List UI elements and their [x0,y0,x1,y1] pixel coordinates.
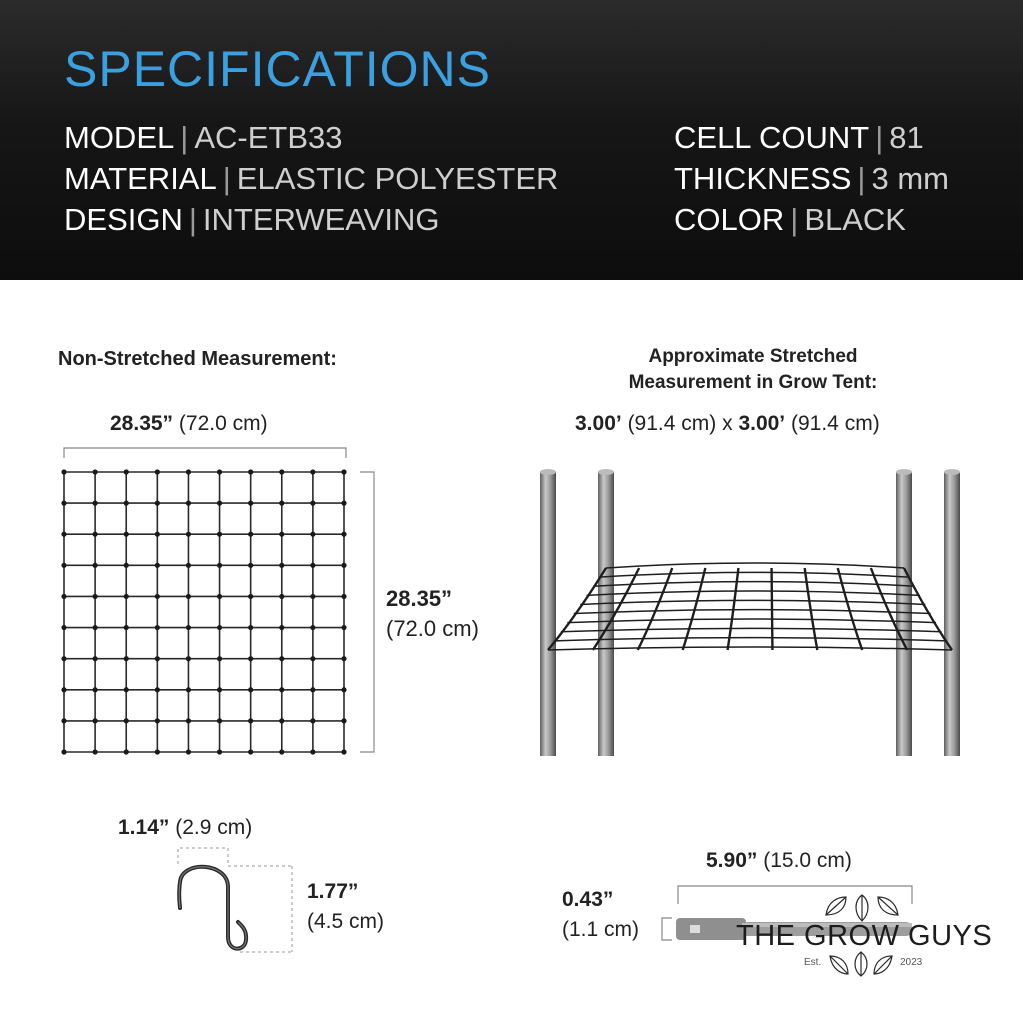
net-knot [341,718,346,723]
net-knot [310,625,315,630]
net-knot [217,749,222,754]
s-hook-illustration [170,842,300,962]
net-knot [186,594,191,599]
stretched-net-strand [561,628,941,631]
hook-width-cm: (2.9 cm) [175,816,253,839]
net-knot [248,563,253,568]
stretched-net-strand [580,600,925,604]
stretched-dim-a-cm: (91.4 cm) [627,412,717,435]
net-knot [217,532,222,537]
net-knot [279,469,284,474]
tent-pole [598,472,614,756]
net-knot [124,625,129,630]
net-knot [310,469,315,474]
non-stretched-title: Non-Stretched Measurement: [58,348,337,370]
net-knot [61,656,66,661]
grow-guys-leaf-icon [822,893,902,923]
net-knot [248,469,253,474]
net-knot [61,749,66,754]
net-knot [61,501,66,506]
net-knot [310,563,315,568]
net-knot [61,469,66,474]
net-knot [186,563,191,568]
spec-key: MATERIAL [64,161,217,196]
net-knot [61,687,66,692]
spec-separator: | [188,202,197,237]
grow-tent-illustration [530,460,970,760]
net-knot [217,594,222,599]
hook-height-cm: (4.5 cm) [307,910,385,933]
net-knot [341,594,346,599]
spec-separator: | [875,120,884,155]
net-knot [310,501,315,506]
net-knot [279,718,284,723]
spec-value: ELASTIC POLYESTER [236,161,559,196]
net-knot [155,718,160,723]
spec-key: DESIGN [64,202,183,237]
spec-value: BLACK [804,202,906,237]
tie-length-inches: 5.90” [706,849,758,872]
stretched-net-strand [593,582,915,587]
net-knot [341,687,346,692]
net-knot [93,469,98,474]
stretched-title-line1: Approximate Stretched [648,346,858,367]
net-knot [186,656,191,661]
grow-guys-leaf-icon-bottom [826,950,896,978]
net-knot [155,501,160,506]
net-knot [248,625,253,630]
net-knot [186,718,191,723]
stretched-net-strand [606,563,904,568]
net-knot [248,749,253,754]
net-knot [124,656,129,661]
spec-value: 3 mm [871,161,949,196]
net-knot [93,563,98,568]
net-height-bracket [360,472,374,752]
stretched-net-strand [574,610,931,614]
net-knot [217,656,222,661]
net-knot [341,469,346,474]
net-knot [155,532,160,537]
spec-separator: | [180,120,189,155]
net-knot [93,687,98,692]
net-knot [155,469,160,474]
net-knot [186,749,191,754]
net-knot [93,656,98,661]
net-knot [155,656,160,661]
stretched-net-strand [587,591,920,595]
net-knot [341,656,346,661]
net-knot [279,625,284,630]
net-knot [93,718,98,723]
stretched-net-strand [548,568,606,650]
net-height-cm: (72.0 cm) [386,616,479,641]
spec-value: INTERWEAVING [202,202,440,237]
spec-model [64,120,342,156]
net-knot [124,532,129,537]
hook-width-inches: 1.14” [118,816,170,839]
logo-year: 2023 [900,957,923,968]
net-knot [217,718,222,723]
net-knot [310,749,315,754]
net-knot [248,687,253,692]
hook-height-inches: 1.77” [307,880,359,903]
net-knot [61,625,66,630]
tie-width-cm: (1.1 cm) [562,918,640,941]
net-grid-diagram [58,442,378,762]
stretched-net-strand [772,568,773,650]
net-knot [61,594,66,599]
net-knot [341,625,346,630]
net-knot [310,594,315,599]
net-knot [93,532,98,537]
net-knot [186,625,191,630]
net-knot [155,625,160,630]
net-knot [279,749,284,754]
net-width-cm: (72.0 cm) [178,412,268,435]
net-width-dimension [110,412,268,436]
net-knot [186,532,191,537]
net-width-bracket [64,448,346,458]
net-knot [155,563,160,568]
net-knot [341,563,346,568]
net-knot [279,687,284,692]
net-knot [279,563,284,568]
tent-pole [944,472,960,756]
tie-length-cm: (15.0 cm) [763,849,852,872]
tie-length-dimension [706,849,852,873]
net-knot [248,718,253,723]
net-knot [217,563,222,568]
net-knot [124,749,129,754]
spec-separator: | [222,161,231,196]
tie-width-bracket [662,918,672,940]
stretched-dim-b-cm: (91.4 cm) [791,412,880,435]
stretched-dimension [575,412,880,436]
net-knot [310,718,315,723]
net-knot [124,687,129,692]
net-knot [310,687,315,692]
grow-guys-logo: THE GROW GUYS [736,920,993,952]
net-knot [279,656,284,661]
net-knot [93,501,98,506]
stretched-times: x [722,412,733,435]
net-knot [155,594,160,599]
net-width-inches: 28.35” [110,412,174,435]
specifications-header [0,0,1023,280]
net-knot [93,625,98,630]
net-grid [64,472,344,752]
stretched-title-line2: Measurement in Grow Tent: [628,372,878,393]
net-knot [124,501,129,506]
net-knot [279,532,284,537]
net-knot [61,532,66,537]
spec-cell-count [674,120,924,156]
net-knot [186,687,191,692]
net-knot [155,749,160,754]
net-height-inches: 28.35” [386,586,453,611]
stretched-net-strand [567,619,936,623]
spec-material [64,161,558,197]
net-knot [310,656,315,661]
tie-width-inches: 0.43” [562,888,614,911]
net-knot [93,749,98,754]
specifications-title: SPECIFICATIONS [64,41,492,97]
net-knot [124,718,129,723]
net-knot [341,501,346,506]
net-knot [124,594,129,599]
spec-color [674,202,906,238]
spec-thickness [674,161,949,197]
net-knot [124,469,129,474]
spec-key: THICKNESS [674,161,852,196]
stretched-dim-b: 3.00’ [738,412,786,435]
net-knot [279,594,284,599]
net-knot [341,749,346,754]
net-knot [217,687,222,692]
net-knot [186,501,191,506]
spec-value: 81 [889,120,924,155]
spec-value: AC-ETB33 [194,120,343,155]
spec-separator: | [790,202,799,237]
stretched-dim-a: 3.00’ [575,412,622,435]
net-knot [155,687,160,692]
net-knot [310,532,315,537]
tent-pole [540,472,556,756]
spec-design [64,202,439,238]
net-knot [248,656,253,661]
net-knot [124,563,129,568]
net-knot [217,501,222,506]
spec-key: COLOR [674,202,785,237]
net-knot [248,532,253,537]
tent-pole [896,472,912,756]
net-knot [341,532,346,537]
stretched-net-strand [600,572,910,577]
net-knot [217,469,222,474]
net-knot [61,563,66,568]
net-knot [248,594,253,599]
net-knot [186,469,191,474]
net-knot [217,625,222,630]
net-knots [61,469,346,754]
net-knot [93,594,98,599]
hook-width-dimension [118,816,252,840]
spec-key: MODEL [64,120,175,155]
spec-key: CELL COUNT [674,120,870,155]
logo-est-label: Est. [804,957,822,968]
net-knot [61,718,66,723]
spec-separator: | [857,161,866,196]
net-knot [248,501,253,506]
net-knot [279,501,284,506]
